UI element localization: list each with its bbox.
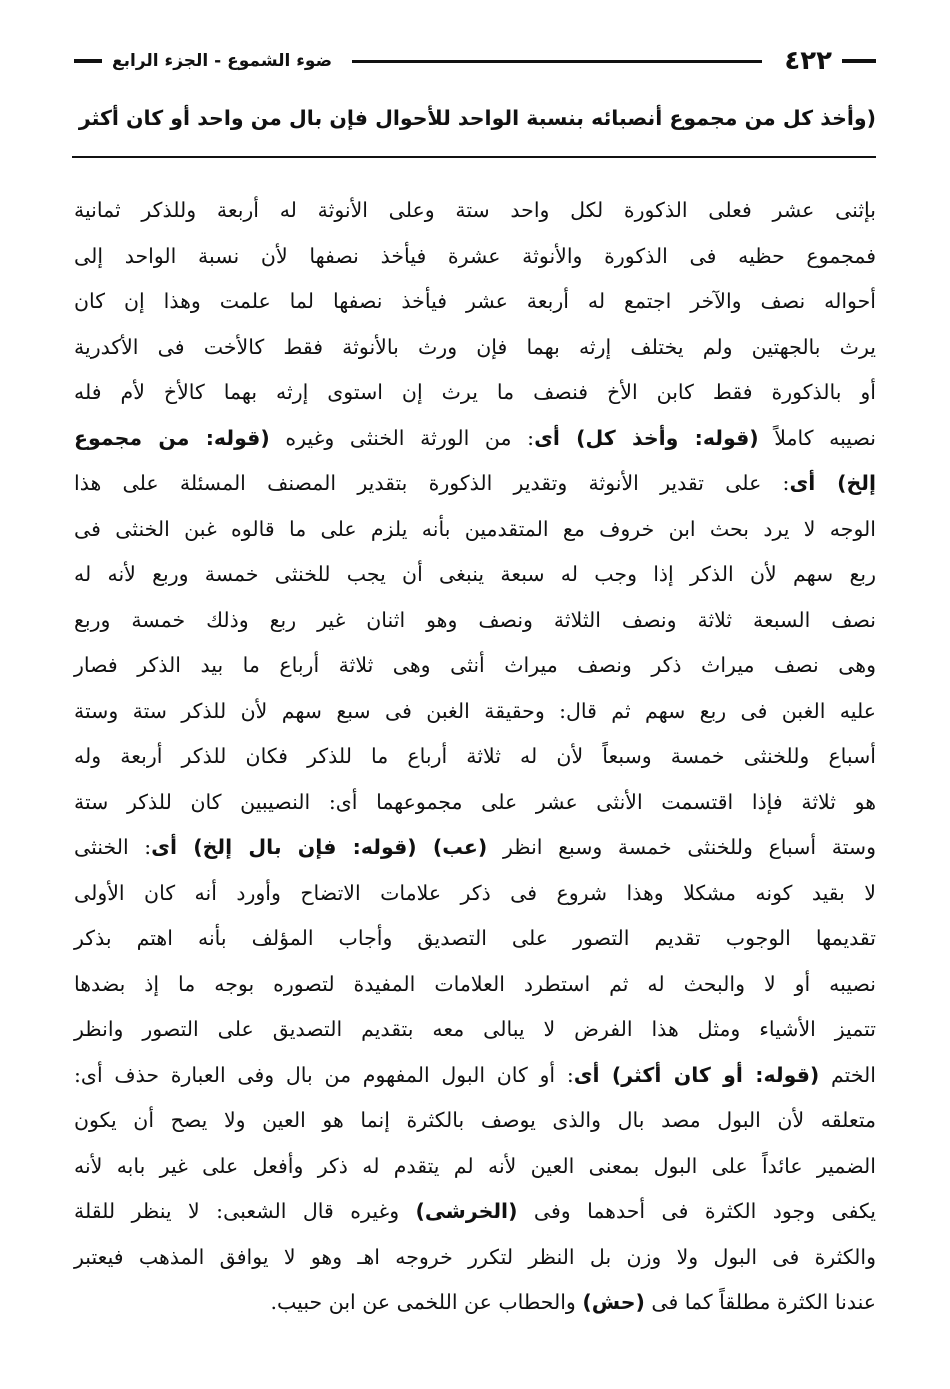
header-dash — [842, 59, 876, 63]
quoted-phrase: (قوله: أو كان أكثر) أى — [573, 1062, 820, 1087]
running-header — [74, 44, 876, 78]
quoted-phrase: (عب) (قوله: فإن بال إلخ) أى — [151, 835, 488, 859]
commentary-text: وهى نصف ميراث ذكر ونصف ميراث أنثى وهى ثلاثة أرباع ما بيد الذكر فصار — [74, 653, 876, 677]
commentary-line — [74, 325, 876, 371]
commentary-text: وغيره قال الشعبى: لا ينظر للقلة — [74, 1199, 416, 1223]
commentary-line — [74, 825, 876, 871]
commentary-line — [74, 643, 876, 689]
commentary-text: الختم — [819, 1062, 876, 1087]
book-title: ضوء الشموع - الجزء الرابع — [112, 51, 333, 71]
page-number: ٤٢٢ — [784, 46, 832, 76]
commentary-text: عليه الغبن فى ربع سهم ثم قال: وحقيقة الغبن فى سبع سهم لأن للذكر ستة وستة — [74, 698, 876, 723]
commentary-line — [74, 234, 876, 280]
commentary-text: : من الورثة الخنثى وغيره — [269, 425, 535, 450]
commentary-text: : على تقدير الأنوثة وتقدير الذكورة بتقدير المصنف المسئلة على هذا — [74, 471, 790, 495]
commentary-line — [74, 780, 876, 826]
commentary-text: لا بقيد كونه مشكلا وهذا شروع فى ذكر علامات الاتضاح وأورد أنه كان الأولى — [74, 880, 876, 905]
commentary-line — [74, 1189, 876, 1235]
commentary-text: الوجه لا يرد بحث ابن خروف مع المتقدمين بأنه يلزم على ما قالوه غبن الخنثى فى — [74, 516, 876, 541]
commentary-text: تتميز الأشياء ومثل هذا الفرض لا يبالى معه بتقديم التصديق على التصور وانظر — [74, 1017, 876, 1041]
commentary-line — [74, 734, 876, 780]
commentary-text: : الخنثى — [74, 835, 152, 859]
commentary-text: يرث بالجهتين ولم يختلف إرثه بهما فإن ورث بالأنوثة فقط كالأخت فى الأكدرية — [74, 334, 876, 359]
commentary-text: الضمير عائداً على البول بمعنى العين لأنه لم يتقدم له ذكر وأفعل على غير بابه لأنه — [74, 1153, 876, 1178]
commentary-text: نصيبه كاملاً — [758, 425, 876, 450]
matn-divider — [72, 156, 876, 158]
commentary-text: بإثنى عشر فعلى الذكورة لكل واحد ستة وعلى الأنوثة له أربعة وللذكر ثمانية — [74, 198, 876, 222]
commentary-line — [74, 598, 876, 644]
commentary-line — [74, 507, 876, 553]
commentary-text: : أو كان البول المفهوم من بال وفى العبارة حذف أى: — [74, 1062, 574, 1087]
quoted-phrase: (قوله: من مجموع — [74, 425, 270, 450]
commentary-line — [74, 916, 876, 962]
commentary-text: والحطاب عن اللخمى عن ابن حبيب. — [270, 1290, 583, 1314]
commentary-text: يكفى وجود الكثرة فى أحدهما وفى — [517, 1199, 876, 1223]
commentary-line — [74, 1235, 876, 1281]
commentary-text: هو ثلاثة فإذا اقتسمت الأنثى عشر على مجموعهما أى: النصيبين كان للذكر ستة — [74, 789, 876, 814]
quoted-phrase: (حش) — [582, 1290, 645, 1314]
commentary-line — [74, 689, 876, 735]
commentary-line — [74, 552, 876, 598]
commentary-text: ربع سهم لأن الذكر إذا وجب له سبعة ينبغى أن يجب للخنثى خمسة وربع لأنه له — [74, 562, 876, 586]
commentary-text: نصف السبعة ثلاثة ونصف الثلاثة ونصف وهو اثنان غير ربع وذلك خمسة وربع — [74, 607, 876, 632]
commentary-line — [74, 1007, 876, 1053]
commentary-line — [74, 962, 876, 1008]
quoted-phrase: إلخ) أى — [789, 471, 876, 495]
commentary-line — [74, 416, 876, 462]
commentary-text: أحواله نصف والآخر اجتمع له أربعة عشر فيأخذ نصفها لما علمت وهذا إن كان — [74, 289, 876, 313]
commentary-text: عندنا الكثرة مطلقاً كما فى — [644, 1290, 876, 1314]
commentary-line — [74, 1280, 876, 1326]
commentary-text: فمجموع حظيه فى الذكورة والأنوثة عشرة فيأخذ نصفها لأن نسبة الواحد إلى — [74, 243, 876, 268]
commentary-text: أسباع وللخنثى خمسة وسبعاً لأن له ثلاثة أرباع ما للذكر فكان للذكر أربعة وله — [74, 744, 876, 768]
commentary-line — [74, 1053, 876, 1099]
commentary-text: متعلقه لأن البول مصد بال والذى يوصف بالكثرة إنما هو العين ولا يصح أن يكون — [74, 1108, 876, 1132]
commentary-text: أو بالذكورة فقط كابن الأخ فنصف ما يرث إن استوى إرثه بهما كالأخ لأم فله — [74, 380, 876, 404]
commentary-line — [74, 871, 876, 917]
commentary-text: تقديمها الوجوب تقديم التصور على التصديق وأجاب المؤلف بأنه اهتم بذكر — [74, 926, 876, 950]
commentary-line — [74, 188, 876, 234]
quoted-phrase: (قوله: وأخذ كل) أى — [534, 425, 759, 450]
commentary-line — [74, 461, 876, 507]
commentary-line — [74, 1098, 876, 1144]
commentary-line — [74, 370, 876, 416]
header-dash — [74, 59, 102, 63]
commentary-line — [74, 1144, 876, 1190]
commentary-text: وستة أسباع وللخنثى خمسة وسبع انظر — [487, 835, 876, 859]
commentary-line — [74, 279, 876, 325]
commentary-text: نصيبه أو لا والبحث له ثم استطرد العلامات المفيدة لتصوره بوجه ما إذ بضدها — [74, 971, 876, 996]
quoted-phrase: (الخرشى) — [415, 1199, 518, 1223]
matn-text: (وأخذ كل من مجموع أنصبائه بنسبة الواحد للأحوال فإن بال من واحد أو كان أكثر — [78, 106, 876, 130]
commentary-text: والكثرة فى البول ولا وزن بل النظر لتكرر خروجه اهـ وهو لا يوافق المذهب فيعتبر — [74, 1244, 876, 1269]
header-rule — [352, 60, 762, 63]
commentary-body — [74, 188, 876, 1326]
